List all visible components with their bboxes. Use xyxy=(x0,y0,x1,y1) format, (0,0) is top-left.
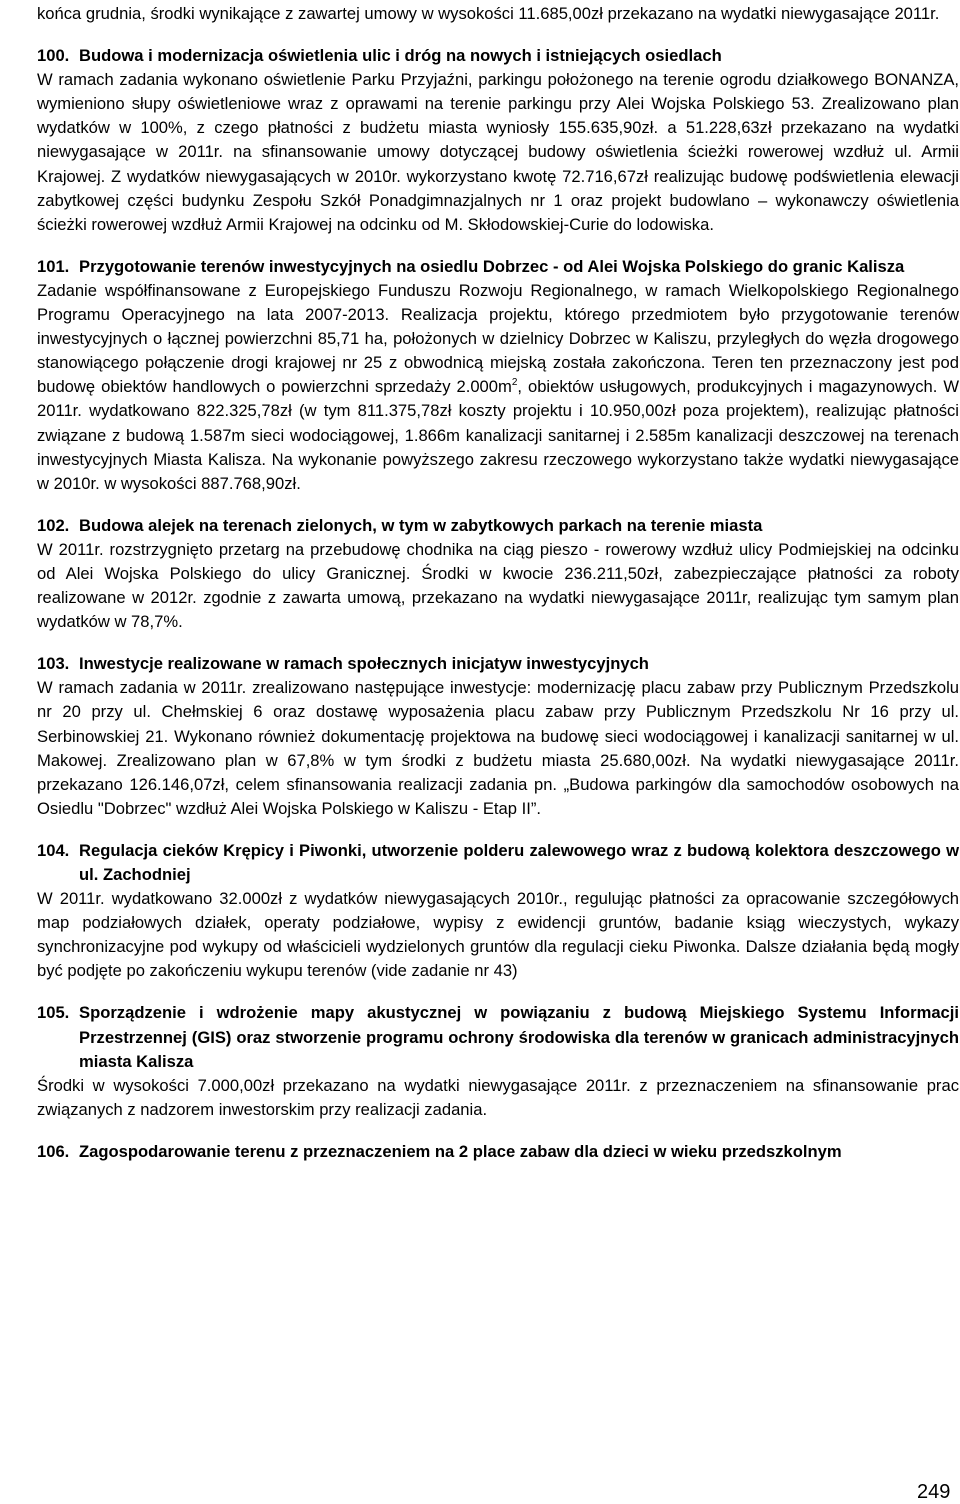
section-title: Przygotowanie terenów inwestycyjnych na osiedlu Dobrzec - od Alei Wojska Polskiego do granic Kalisza xyxy=(79,256,905,276)
section-body: W ramach zadania w 2011r. zrealizowano następujące inwestycje: modernizację placu zabaw przy Publicznym Przedszkolu nr 20 przy ul. Chełmskiej 6 oraz dostawę wyposażenia placu zabaw przy Publicznym Przedszkolu Nr 16 przy ul. Serbinowskiej 21. Wykonano również dokumentację projektowa na budowę sieci wodociągowej i kanalizacji sanitarnej w ul. Makowej. Zrealizowano plan w 67,8% w tym środki z budżetu miasta 25.680,00zł. Na wydatki niewygasające 2011r. przekazano 126.146,07zł, celem sfinansowania realizacji zadania pn. „Budowa parkingów dla samochodów osobowych na Osiedlu "Dobrzec" wzdłuż Alei Wojska Polskiego w Kaliszu - Etap II”. xyxy=(37,678,959,818)
section-title: Regulacja cieków Krępicy i Piwonki, utworzenie polderu zalewowego wraz z budową kolektora deszczowego w ul. Zachodniej xyxy=(79,840,959,884)
section-number: 105. xyxy=(37,1003,70,1023)
section-heading xyxy=(37,1140,959,1164)
document-page xyxy=(37,2,959,1164)
section-title: Sporządzenie i wdrożenie mapy akustycznej w powiązaniu z budową Miejskiego Systemu Informacji Przestrzennej (GIS) oraz stworzenie programu ochrony środowiska dla terenów w granicach administracyjnych miasta Kalisza xyxy=(79,1003,959,1071)
section-title: Budowa alejek na terenach zielonych, w tym w zabytkowych parkach na terenie miasta xyxy=(79,515,763,535)
section-title: Zagospodarowanie terenu z przeznaczeniem na 2 place zabaw dla dzieci w wieku przedszkolnym xyxy=(79,1141,842,1161)
section-title: Inwestycje realizowane w ramach społecznych inicjatyw inwestycyjnych xyxy=(79,654,649,674)
section-title: Budowa i modernizacja oświetlenia ulic i dróg na nowych i istniejących osiedlach xyxy=(79,46,722,66)
section-body: W ramach zadania wykonano oświetlenie Parku Przyjaźni, parkingu położonego na terenie ogrodu działkowego BONANZA, wymieniono słupy oświetleniowe wraz z oprawami na terenie parkingu przy Alei Wojska Polskiego 53. Zrealizowano plan wydatków w 100%, z czego płatności z budżetu miasta wyniosły 155.635,90zł. a 51.228,63zł przekazano na wydatki niewygasające w 2011r. na sfinansowanie umowy dotyczącej budowy oświetlenia ścieżki rowerowej wzdłuż ul. Armii Krajowej. Z wydatków niewygasających w 2010r. wykorzystano kwotę 72.716,67zł realizując budowę podświetlenia elewacji zabytkowej części budynku Zespołu Szkół Ponadgimnazjalnych nr 1 oraz projekt budowlano – wykonawczy oświetlenia ścieżki rowerowej wzdłuż Armii Krajowej na odcinku od M. Skłodowskiej-Curie do lodowiska. xyxy=(37,70,959,234)
section-body-text: Zadanie współfinansowane z Europejskiego Funduszu Rozwoju Regionalnego, w ramach Wielkopolskiego Regionalnego Programu Operacyjnego na lata 2007-2013. Realizacja projektu, którego przedmiotem było przygotowanie terenów inwestycyjnych o łącznej powierzchni 85,71 ha, położonych w dzielnicy Dobrzec w Kaliszu, przyległych do węzła drogowego stanowiącego połączenie drogi krajowej nr 25 z obwodnicą miejską została zakończona. Teren ten przeznaczony jest pod budowę obiektów handlowych o powierzchni sprzedaży 2.000m xyxy=(37,280,959,397)
section-number: 103. xyxy=(37,654,70,674)
section-105 xyxy=(37,1001,959,1121)
section-body: Środki w wysokości 7.000,00zł przekazano na wydatki niewygasające 2011r. z przeznaczeniem na sfinansowanie prac związanych z nadzorem inwestorskim przy realizacji zadania. xyxy=(37,1075,959,1119)
superscript: 2 xyxy=(511,376,518,388)
section-number: 102. xyxy=(37,515,70,535)
section-body-text-continued: , obiektów usługowych, produkcyjnych i magazynowych. W 2011r. wydatkowano 822.325,78zł (w tym 811.375,78zł koszty projektu i 10.950,00zł poza projektem), realizując płatności związane z budową 1.587m sieci wodociągowej, 1.866m kanalizacji sanitarnej i 2.585m kanalizacji deszczowej na terenach inwestycyjnych Miasta Kalisza. Na wykonanie powyższego zakresu rzeczowego wykorzystano także wydatki niewygasające w 2010r. w wysokości 887.768,90zł. xyxy=(37,377,959,493)
section-heading xyxy=(37,255,959,279)
section-number: 100. xyxy=(37,46,70,66)
section-body: W 2011r. rozstrzygnięto przetarg na przebudowę chodnika na ciąg pieszo - rowerowy wzdłuż ulicy Podmiejskiej na odcinku od Alei Wojska Polskiego do ulicy Granicznej. Środki w kwocie 236.211,50zł, zabezpieczające płatności za roboty realizowane w 2012r. zgodnie z zawarta umową, przekazano na wydatki niewygasające 2011r, realizując tym samym plan wydatków w 78,7%. xyxy=(37,539,959,632)
section-number: 104. xyxy=(37,840,70,860)
section-heading xyxy=(37,1001,959,1073)
section-heading xyxy=(37,652,959,676)
section-100 xyxy=(37,44,959,237)
section-106 xyxy=(37,1140,959,1164)
intro-paragraph: końca grudnia, środki wynikające z zawartej umowy w wysokości 11.685,00zł przekazano na wydatki niewygasające 2011r. xyxy=(37,4,940,23)
section-103 xyxy=(37,652,959,821)
section-heading xyxy=(37,44,959,68)
page-number: 249 xyxy=(917,1481,951,1503)
section-104 xyxy=(37,839,959,984)
section-number: 101. xyxy=(37,256,70,276)
section-number: 106. xyxy=(37,1141,70,1161)
section-heading xyxy=(37,839,959,887)
section-102 xyxy=(37,514,959,634)
section-body xyxy=(37,279,959,496)
section-body: W 2011r. wydatkowano 32.000zł z wydatków niewygasających 2010r., regulując płatności za opracowanie szczegółowych map podziałowych działek, operaty podziałowe, wypisy z ewidencji gruntów, badanie ksiąg wieczystych, wykazy synchronizacyjne pod wykupy od właścicieli wydzielonych gruntów dla regulacji cieku Piwonka. Dalsze działania będą mogły być podjęte po zakończeniu wykupu terenów (vide zadanie nr 43) xyxy=(37,889,959,981)
section-101 xyxy=(37,255,959,496)
section-heading xyxy=(37,514,959,538)
